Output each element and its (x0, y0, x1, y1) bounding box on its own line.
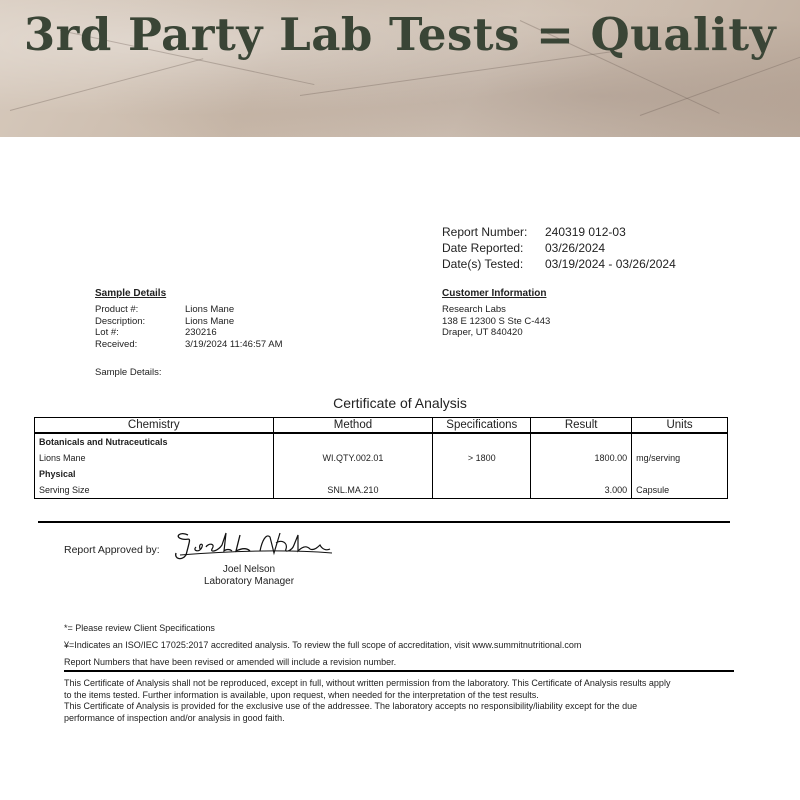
col-chemistry: Chemistry (35, 418, 274, 434)
cell-spec: > 1800 (433, 450, 531, 466)
divider (64, 670, 734, 672)
signature (170, 529, 335, 563)
cell-chemistry: Serving Size (35, 482, 274, 499)
lot-value: 230216 (185, 327, 217, 338)
description-label: Description: (95, 315, 146, 327)
date-reported-value: 03/26/2024 (545, 241, 606, 255)
customer-lines (442, 304, 550, 339)
category-row (35, 466, 728, 482)
category-name: Physical (35, 466, 274, 482)
col-units: Units (632, 418, 728, 434)
notes (64, 623, 581, 668)
certificate-document (0, 137, 800, 800)
divider (38, 521, 730, 523)
approver-title: Laboratory Manager (203, 576, 295, 587)
disclaimer (64, 678, 670, 724)
disclaimer-line: This Certificate of Analysis is provided for the exclusive use of the addressee. The laboratory accepts no responsibility/liability except for the due (64, 701, 638, 711)
customer-name: Research Labs (442, 304, 506, 315)
disclaimer-line: to the items tested. Further information is available, upon request, when needed for the interpretation of the test results. (64, 689, 539, 700)
certificate-title: Certificate of Analysis (333, 395, 467, 411)
dates-tested-label: Date(s) Tested: (442, 257, 524, 271)
category-name: Botanicals and Nutraceuticals (35, 433, 274, 450)
col-result: Result (531, 418, 632, 434)
analysis-table (34, 417, 728, 499)
received-label: Received: (95, 338, 138, 350)
table-header-row (35, 418, 728, 434)
dates-tested-value: 03/19/2024 - 03/26/2024 (545, 257, 676, 271)
received-value: 3/19/2024 11:46:57 AM (185, 338, 283, 350)
date-reported-label: Date Reported: (442, 241, 524, 255)
col-specifications: Specifications (433, 418, 531, 434)
product-value: Lions Mane (185, 304, 235, 315)
report-values (545, 224, 676, 272)
sample-values (185, 304, 283, 350)
category-row (35, 433, 728, 450)
lot-label: Lot #: (95, 327, 119, 338)
cell-units: mg/serving (632, 450, 728, 466)
disclaimer-line: performance of inspection and/or analysis in good faith. (64, 712, 285, 723)
cell-method: WI.QTY.002.01 (273, 450, 433, 466)
customer-address-2: Draper, UT 840420 (442, 327, 523, 338)
report-number-value: 240319 012-03 (545, 225, 626, 239)
sample-labels (95, 304, 145, 350)
note-iso: ¥=Indicates an ISO/IEC 17025:2017 accredited analysis. To review the full scope of accreditation, visit www.summitnutritional.com (64, 640, 582, 650)
report-labels (442, 224, 527, 272)
cell-units: Capsule (632, 482, 728, 499)
table-row (35, 482, 728, 499)
approver-block (200, 564, 298, 588)
cell-spec (433, 482, 531, 499)
banner-title: 3rd Party Lab Tests = Quality (23, 8, 777, 61)
sample-details-heading: Sample Details (95, 288, 167, 299)
approved-by-label: Report Approved by: (64, 544, 160, 556)
customer-info-heading: Customer Information (442, 288, 547, 299)
cell-result: 1800.00 (531, 450, 632, 466)
sample-details-footer: Sample Details: (95, 367, 162, 378)
report-number-label: Report Number: (442, 225, 528, 239)
col-method: Method (273, 418, 433, 434)
table-row (35, 450, 728, 466)
note-revisions: Report Numbers that have been revised or amended will include a revision number. (64, 657, 397, 667)
note-client-specs: *= Please review Client Specifications (64, 623, 215, 633)
disclaimer-line: This Certificate of Analysis shall not be reproduced, except in full, without written permission from the laboratory. This Certificate of Analysis results apply (64, 678, 671, 688)
cell-chemistry: Lions Mane (35, 450, 274, 466)
cell-method: SNL.MA.210 (273, 482, 433, 499)
approver-name: Joel Nelson (222, 564, 276, 575)
product-label: Product #: (95, 304, 139, 315)
banner (0, 0, 800, 137)
description-value: Lions Mane (185, 315, 235, 327)
customer-address-1: 138 E 12300 S Ste C-443 (442, 315, 551, 327)
cell-result: 3.000 (531, 482, 632, 499)
